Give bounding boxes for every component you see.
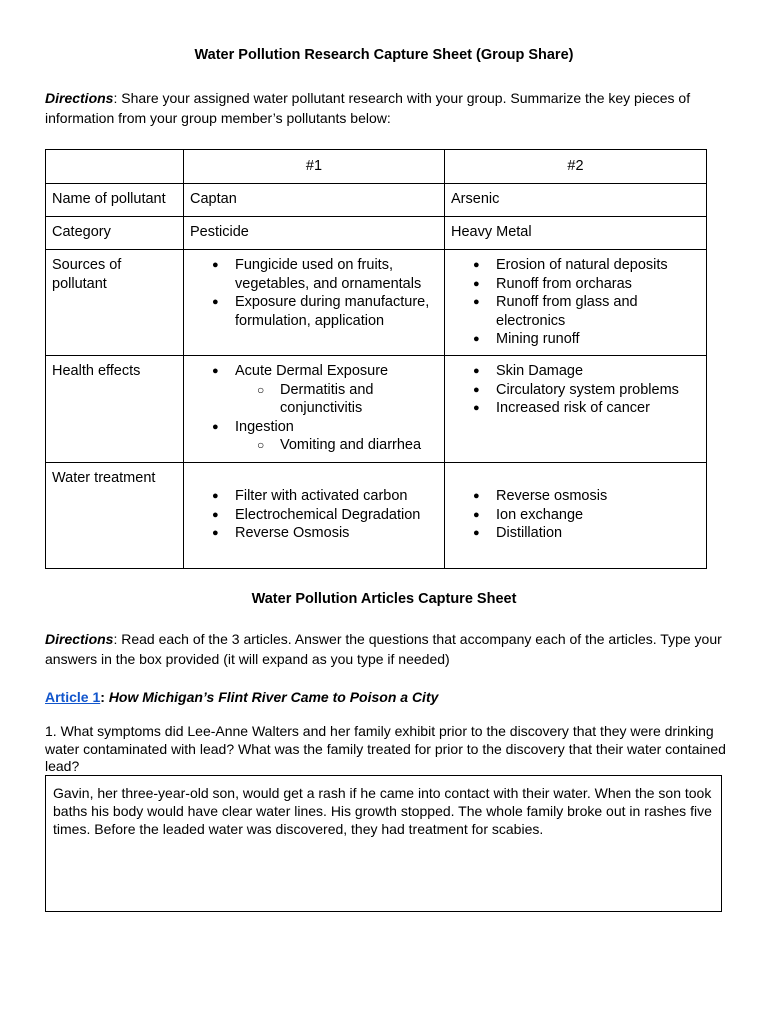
list-item: ● Ion exchange <box>496 506 700 525</box>
cell-list <box>445 463 707 569</box>
list-item <box>235 362 438 418</box>
research-directions <box>45 88 735 128</box>
cell-value: Captan <box>184 184 445 217</box>
list-item: ● Skin Damage <box>496 362 700 381</box>
list-item: ● Reverse osmosis <box>496 487 700 506</box>
list-item: ● Circulatory system problems <box>496 381 700 400</box>
sub-list-item: ○ Vomiting and diarrhea <box>280 436 438 455</box>
directions-label: Directions <box>45 90 114 106</box>
list-item: ● Erosion of natural deposits <box>496 256 700 275</box>
research-sheet-title: Water Pollution Research Capture Sheet (Group Share) <box>194 47 574 63</box>
list-item: ● Runoff from orcharas <box>496 275 700 294</box>
cell-list <box>184 356 445 463</box>
article-separator: : <box>100 689 109 705</box>
pollutant-table <box>45 149 707 569</box>
list-item: ● Fungicide used on fruits, vegetables, and ornamentals <box>235 256 438 293</box>
answer-text: Gavin, her three-year-old son, would get a rash if he came into contact with their water. When the son took baths his body would have clear water lines. His growth stopped. The whole family broke out in rashes five times. Before the leaded water was discovered, they had treatment for scabies. <box>53 785 712 837</box>
article-1-link[interactable]: Article 1 <box>45 689 101 705</box>
directions-label: Directions <box>45 631 114 647</box>
cell-value: Heavy Metal <box>445 217 707 250</box>
list-item <box>235 418 438 455</box>
sub-list-item: ○ Dermatitis and conjunctivitis <box>280 381 438 418</box>
list-item-text: Acute Dermal Exposure <box>235 363 389 379</box>
table-row-category <box>46 217 707 250</box>
list-item: ● Exposure during manufacture, formulation, application <box>235 293 438 330</box>
articles-directions <box>45 629 735 669</box>
header-cell-1: #1 <box>184 150 445 184</box>
list-item: ● Reverse Osmosis <box>235 524 438 543</box>
row-label: Water treatment <box>46 463 184 569</box>
cell-value: Arsenic <box>445 184 707 217</box>
question-1-text: 1. What symptoms did Lee-Anne Walters and her family exhibit prior to the discovery that they were drinking water contaminated with lead? What was the family treated for prior to the discovery that their water contained lead? <box>45 723 726 774</box>
table-row-sources <box>46 250 707 356</box>
table-row-treatment <box>46 463 707 569</box>
cell-list <box>445 356 707 463</box>
header-cell-2: #2 <box>445 150 707 184</box>
row-label: Category <box>46 217 184 250</box>
answer-box-1[interactable] <box>45 775 722 912</box>
table-header-row <box>46 150 707 184</box>
table-row-name <box>46 184 707 217</box>
list-item: ● Increased risk of cancer <box>496 399 700 418</box>
cell-list <box>445 250 707 356</box>
cell-value: Pesticide <box>184 217 445 250</box>
list-item: ● Filter with activated carbon <box>235 487 438 506</box>
list-item: ● Mining runoff <box>496 330 700 349</box>
article-1-heading <box>45 687 735 707</box>
directions-text: : Share your assigned water pollutant research with your group. Summarize the key pieces of information from your group member’s pollutants below: <box>45 90 691 126</box>
list-item: ● Runoff from glass and electronics <box>496 293 700 330</box>
directions-text: : Read each of the 3 articles. Answer the questions that accompany each of the articles. Type your answers in the box provided (it will expand as you type if needed) <box>45 631 722 667</box>
row-label: Name of pollutant <box>46 184 184 217</box>
list-item: ● Distillation <box>496 524 700 543</box>
cell-list <box>184 250 445 356</box>
header-cell-empty <box>46 150 184 184</box>
article-1-title: How Michigan’s Flint River Came to Poison a City <box>108 689 439 705</box>
row-label: Sources of pollutant <box>46 250 184 356</box>
table-row-health <box>46 356 707 463</box>
cell-list <box>184 463 445 569</box>
row-label: Health effects <box>46 356 184 463</box>
articles-sheet-title: Water Pollution Articles Capture Sheet <box>251 591 517 607</box>
list-item-text: Ingestion <box>235 418 294 435</box>
list-item: ● Electrochemical Degradation <box>235 506 438 525</box>
